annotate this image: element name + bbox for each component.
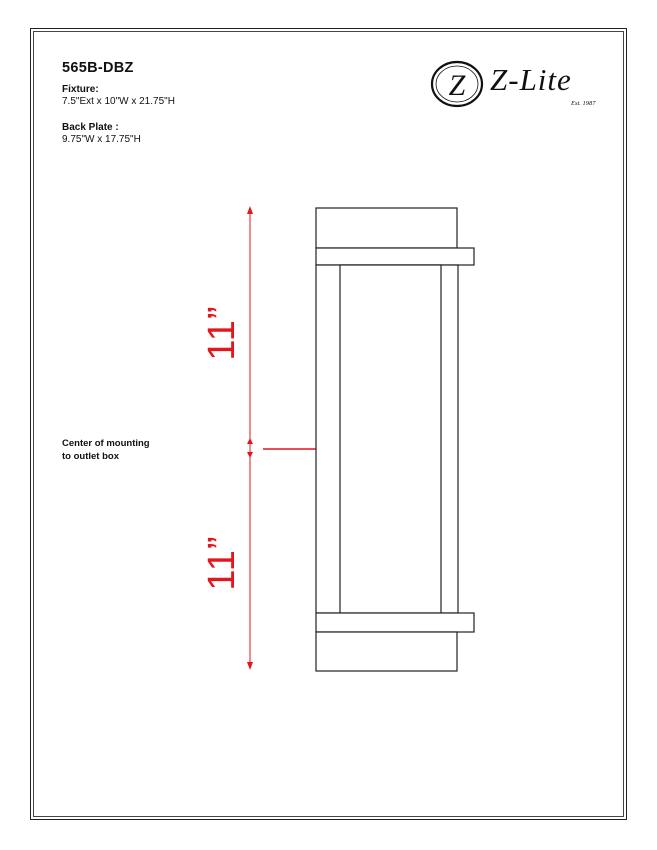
bottom-band bbox=[316, 613, 474, 632]
center-arrow-up-icon bbox=[247, 438, 253, 444]
center-arrow-down-icon bbox=[247, 452, 253, 458]
glass-panel bbox=[340, 265, 441, 613]
lower-dimension-label: 11” bbox=[201, 535, 243, 591]
upper-dimension-label: 11” bbox=[201, 305, 243, 361]
bottom-cap bbox=[316, 632, 457, 671]
model-number: 565B-DBZ bbox=[62, 60, 134, 76]
fixture-label: Fixture: bbox=[62, 84, 99, 95]
mounting-note-line2: to outlet box bbox=[62, 451, 119, 462]
backplate-label: Back Plate : bbox=[62, 122, 119, 133]
top-cap bbox=[316, 208, 457, 248]
top-band bbox=[316, 248, 474, 265]
logo-wordmark: Z-Lite bbox=[490, 62, 572, 97]
fixture-outline bbox=[316, 208, 474, 671]
top-arrow-icon bbox=[247, 206, 253, 214]
fixture-dimensions: 7.5"Ext x 10"W x 21.75"H bbox=[62, 96, 175, 107]
mounting-note-line1: Center of mounting bbox=[62, 438, 150, 449]
logo-emblem-letter: Z bbox=[448, 69, 466, 102]
backplate-dimensions: 9.75"W x 17.75"H bbox=[62, 134, 141, 145]
bottom-arrow-icon bbox=[247, 662, 253, 670]
logo-established: Est. 1987 bbox=[571, 100, 596, 107]
